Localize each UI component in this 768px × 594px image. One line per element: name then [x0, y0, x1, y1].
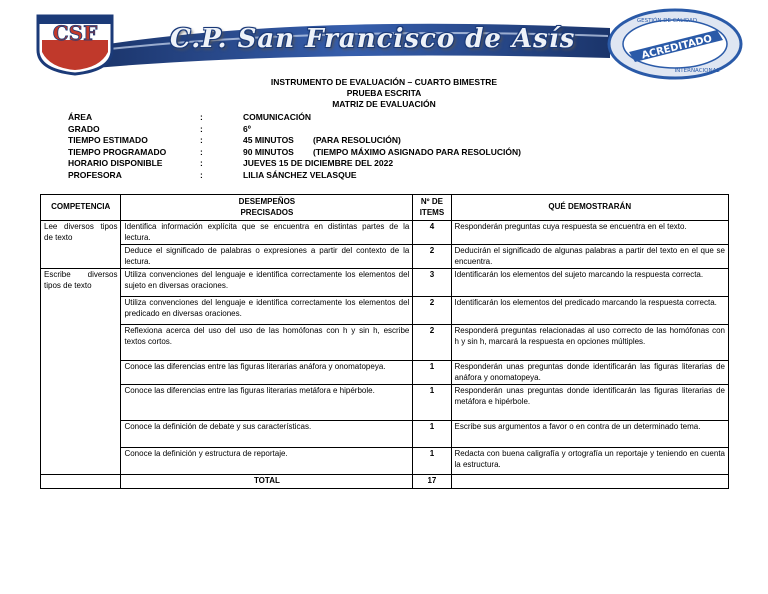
table-row: [41, 269, 729, 297]
desempeno-cell: Conoce la definición de debate y sus características.: [121, 421, 413, 448]
total-value: 17: [413, 475, 451, 489]
table-row: [41, 448, 729, 475]
demostraran-cell: Redacta con buena caligrafía y ortografía un reportaje y teniendo en cuenta la estructura.: [451, 448, 728, 475]
info-value: JUEVES 15 DE DICIEMBRE DEL 2022: [243, 158, 394, 169]
header-desempenos-line1: DESEMPEÑOS: [238, 197, 296, 206]
demostraran-cell: Responderá preguntas relacionadas al uso correcto de las homófonas con h y sin h, marcará la respuesta en opciones múltiples.: [451, 325, 728, 361]
school-name: C.P. San Francisco de Asís: [170, 24, 576, 54]
info-value: 45 MINUTOS: [243, 135, 294, 146]
demostraran-cell: Escribe sus argumentos a favor o en contra de un determinado tema.: [451, 421, 728, 448]
info-colon: :: [200, 135, 203, 146]
info-label: GRADO: [68, 123, 100, 134]
header-desempenos-line2: PRECISADOS: [240, 207, 294, 217]
desempeno-cell: Reflexiona acerca del uso del uso de las homófonas con h y sin h, escribe textos cortos.: [121, 325, 413, 361]
info-label: PROFESORA: [68, 169, 122, 180]
table-header-row: [41, 195, 729, 221]
table-row: [41, 297, 729, 325]
demostraran-cell: Responderán preguntas cuya respuesta se encuentra en el texto.: [451, 221, 728, 245]
header-items: [413, 195, 451, 221]
info-colon: :: [200, 123, 203, 134]
demostraran-cell: Responderán unas preguntas donde identificarán las figuras literarias de metáfora e hipérbole.: [451, 385, 728, 421]
demostraran-cell: Identificarán los elementos del sujeto marcando la respuesta correcta.: [451, 269, 728, 297]
title-instrument: INSTRUMENTO DE EVALUACIÓN – CUARTO BIMESTRE: [270, 77, 498, 87]
info-label: TIEMPO ESTIMADO: [68, 135, 148, 146]
desempeno-cell: Conoce las diferencias entre las figuras literarias anáfora y onomatopeya.: [121, 361, 413, 385]
info-label: TIEMPO PROGRAMADO: [68, 146, 167, 157]
header-demostraran: QUÉ DEMOSTRARÁN: [451, 195, 728, 221]
info-value: 6º: [243, 123, 251, 134]
items-cell: 1: [413, 448, 451, 475]
crest-text: CSF: [52, 21, 98, 45]
seal-ring-top-text: GESTIÓN DE CALIDAD: [636, 18, 698, 24]
title-test-type: PRUEBA ESCRITA: [346, 88, 422, 98]
header-banner: [0, 6, 768, 76]
competencia-cell: Lee diversos tipos de texto: [41, 221, 121, 269]
info-colon: :: [200, 169, 203, 180]
items-cell: 2: [413, 245, 451, 269]
items-cell: 1: [413, 421, 451, 448]
header-items-line2: ITEMS: [419, 207, 445, 217]
table-row: [41, 361, 729, 385]
info-label: HORARIO DISPONIBLE: [68, 158, 163, 169]
info-value: 90 MINUTOS: [243, 146, 294, 157]
table-row: [41, 325, 729, 361]
demostraran-cell: Identificarán los elementos del predicado marcando la respuesta correcta.: [451, 297, 728, 325]
header-desempenos: [121, 195, 413, 221]
items-cell: 1: [413, 385, 451, 421]
demostraran-cell: Deducirán el significado de algunas palabras a partir del texto en el que se encuentra.: [451, 245, 728, 269]
table-row: [41, 221, 729, 245]
school-crest-logo: [30, 10, 120, 76]
info-note: (TIEMPO MÁXIMO ASIGNADO PARA RESOLUCIÓN): [313, 146, 521, 157]
desempeno-cell: Conoce las diferencias entre las figuras literarias metáfora e hipérbole.: [121, 385, 413, 421]
header-items-line1: Nº DE: [420, 197, 443, 206]
table-row: [41, 385, 729, 421]
total-empty-cell: [41, 475, 121, 489]
document-titles: [0, 77, 768, 110]
info-label: ÁREA: [68, 112, 93, 122]
items-cell: 1: [413, 361, 451, 385]
header-competencia: COMPETENCIA: [41, 195, 121, 221]
accreditation-seal: [605, 8, 745, 80]
items-cell: 2: [413, 297, 451, 325]
info-note: (PARA RESOLUCIÓN): [313, 135, 401, 146]
desempeno-cell: Conoce la definición y estructura de reportaje.: [121, 448, 413, 475]
items-cell: 4: [413, 221, 451, 245]
desempeno-cell: Utiliza convenciones del lenguaje e identifica correctamente los elementos del sujeto en diversas oraciones.: [121, 269, 413, 297]
total-empty-cell: [451, 475, 728, 489]
demostraran-cell: Responderán unas preguntas donde identificarán las figuras literarias de anáfora y onomatopeya.: [451, 361, 728, 385]
table-row: [41, 245, 729, 269]
table-total-row: [41, 475, 729, 489]
desempeno-cell: Identifica información explícita que se encuentra en distintas partes de la lectura.: [121, 221, 413, 245]
items-cell: 3: [413, 269, 451, 297]
info-colon: :: [200, 146, 203, 157]
competencia-cell: Escribe diversos tipos de texto: [41, 269, 121, 475]
seal-accredited-text: ACREDITADO: [640, 33, 714, 62]
desempeno-cell: Deduce el significado de palabras o expresiones a partir del contexto de la lectura.: [121, 245, 413, 269]
seal-ring-bottom-text: INTERNACIONAL: [674, 68, 720, 74]
title-matrix: MATRIZ DE EVALUACIÓN: [332, 99, 436, 109]
table-row: [41, 421, 729, 448]
info-value: LILIA SÁNCHEZ VELASQUE: [243, 169, 357, 180]
total-label: TOTAL: [121, 475, 413, 489]
evaluation-matrix-table: [40, 194, 729, 489]
info-colon: :: [200, 112, 203, 122]
desempeno-cell: Utiliza convenciones del lenguaje e identifica correctamente los elementos del predicado en diversas oraciones.: [121, 297, 413, 325]
info-value: COMUNICACIÓN: [243, 112, 311, 122]
items-cell: 2: [413, 325, 451, 361]
info-colon: :: [200, 158, 203, 169]
